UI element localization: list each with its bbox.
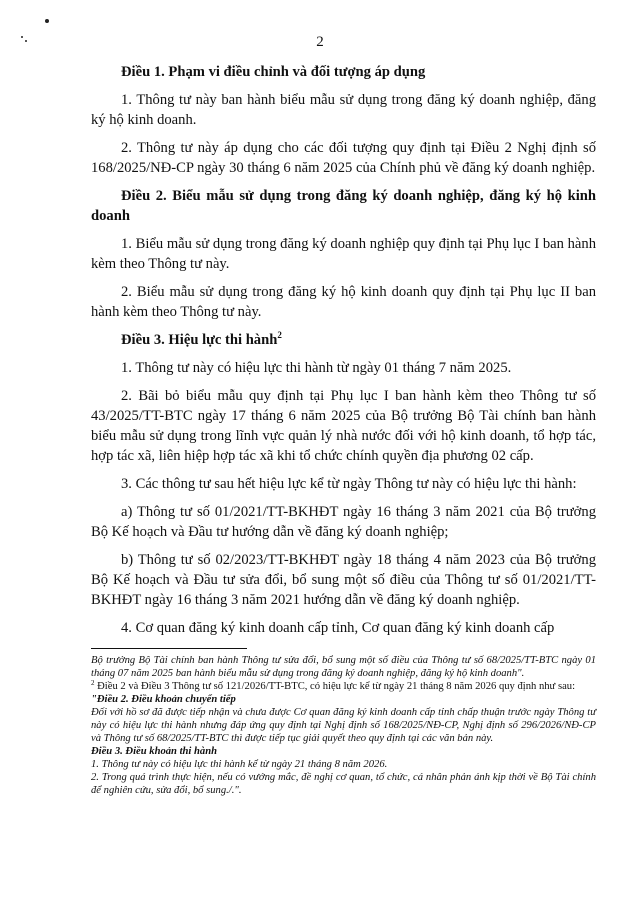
article-3-clause-4: 4. Cơ quan đăng ký kinh doanh cấp tỉnh, Cơ quan đăng ký kinh doanh cấp [121,620,555,636]
article-2-clause-1: 1. Biểu mẫu sử dụng trong đăng ký doanh nghiệp quy định tại Phụ lục I ban hành kèm theo Thông tư này. [91,236,596,272]
footnote-2-article-2-title: "Điều 2. Điều khoản chuyển tiếp [91,694,236,705]
footnote-2-marker: 2 [91,679,95,687]
footnote-2-text: Điều 2 và Điều 3 Thông tư số 121/2026/TT-BTC, có hiệu lực kể từ ngày 21 tháng 8 năm 2026 quy định như sau: [97,681,576,692]
footnotes [91,654,596,797]
footnote-2 [91,680,596,693]
article-3-clause-2: 2. Bãi bỏ biểu mẫu quy định tại Phụ lục I ban hành kèm theo Thông tư số 43/2025/TT-BTC ngày 17 tháng 6 năm 2025 của Bộ trưởng Bộ Tài chính ban hành biểu mẫu sử dụng trong lĩnh vực quản lý nhà nước đối với hộ kinh doanh, tổ hợp tác, hợp tác xã, liên hiệp hợp tác xã khi tổ chức chính quyền địa phương 02 cấp. [91,388,596,464]
footnote-2-article-2-text: Đối với hồ sơ đã được tiếp nhận và chưa được Cơ quan đăng ký kinh doanh cấp tỉnh chấp thuận trước ngày Thông tư này có hiệu lực thi hành nhưng đáp ứng quy định tại Nghị định số 168/2025/NĐ-CP, Nghị định số 296/2026/NĐ-CP và Thông tư số 68/2025/TT-BTC thì được tiếp tục giải quyết theo quy định tại các văn bản này. [91,707,596,744]
article-3-clause-3b: b) Thông tư số 02/2023/TT-BKHĐT ngày 18 tháng 4 năm 2023 của Bộ trưởng Bộ Kế hoạch và Đầu tư sửa đổi, bổ sung một số điều của Thông tư số 01/2021/TT-BKHĐT ngày 16 tháng 3 năm 2021 hướng dẫn về đăng ký doanh nghiệp. [91,552,596,608]
article-3-clause-3a: a) Thông tư số 01/2021/TT-BKHĐT ngày 16 tháng 3 năm 2021 của Bộ trưởng Bộ Kế hoạch và Đầu tư hướng dẫn về đăng ký doanh nghiệp; [91,504,596,540]
article-2-clause-2: 2. Biểu mẫu sử dụng trong đăng ký hộ kinh doanh quy định tại Phụ lục II ban hành kèm theo Thông tư này. [91,284,596,320]
footnote-separator [91,648,247,649]
page-number: 2 [316,34,324,50]
article-1-clause-1: 1. Thông tư này ban hành biểu mẫu sử dụng trong đăng ký doanh nghiệp, đăng ký hộ kinh doanh. [91,92,596,128]
article-2-title: Điều 2. Biểu mẫu sử dụng trong đăng ký doanh nghiệp, đăng ký hộ kinh doanh [91,188,596,224]
article-3-title [91,330,596,350]
footnote-2-article-3-clause-2: 2. Trong quá trình thực hiện, nếu có vướng mắc, đề nghị cơ quan, tổ chức, cá nhân phản ánh kịp thời về Bộ Tài chính để nghiên cứu, sửa đổi, bổ sung./.". [91,772,596,796]
footnote-ref-2[interactable]: 2 [277,330,282,340]
article-1-title: Điều 1. Phạm vi điều chỉnh và đối tượng áp dụng [121,64,426,80]
article-1-clause-2: 2. Thông tư này áp dụng cho các đối tượng quy định tại Điều 2 Nghị định số 168/2025/NĐ-CP ngày 30 tháng 6 năm 2025 của Chính phủ về đăng ký doanh nghiệp. [91,140,596,176]
footnote-2-article-3-clause-1: 1. Thông tư này có hiệu lực thi hành kể từ ngày 21 tháng 8 năm 2026. [91,759,388,770]
main-text [91,62,596,646]
article-3-title-text: Điều 3. Hiệu lực thi hành [121,332,278,348]
scan-speck-mark [45,19,49,23]
article-3-clause-3: 3. Các thông tư sau hết hiệu lực kể từ ngày Thông tư này có hiệu lực thi hành: [121,476,577,492]
footnote-1-continuation: Bộ trưởng Bộ Tài chính ban hành Thông tư sửa đổi, bổ sung một số điều của Thông tư số 68/2025/TT-BTC ngày 01 tháng 07 năm 2025 ban hành biểu mẫu sử dụng trong đăng ký doanh nghiệp, đăng ký hộ kinh doanh". [91,655,596,679]
footnote-2-article-3-title: Điều 3. Điều khoản thi hành [91,746,217,757]
article-3-clause-1: 1. Thông tư này có hiệu lực thi hành từ ngày 01 tháng 7 năm 2025. [121,360,512,376]
